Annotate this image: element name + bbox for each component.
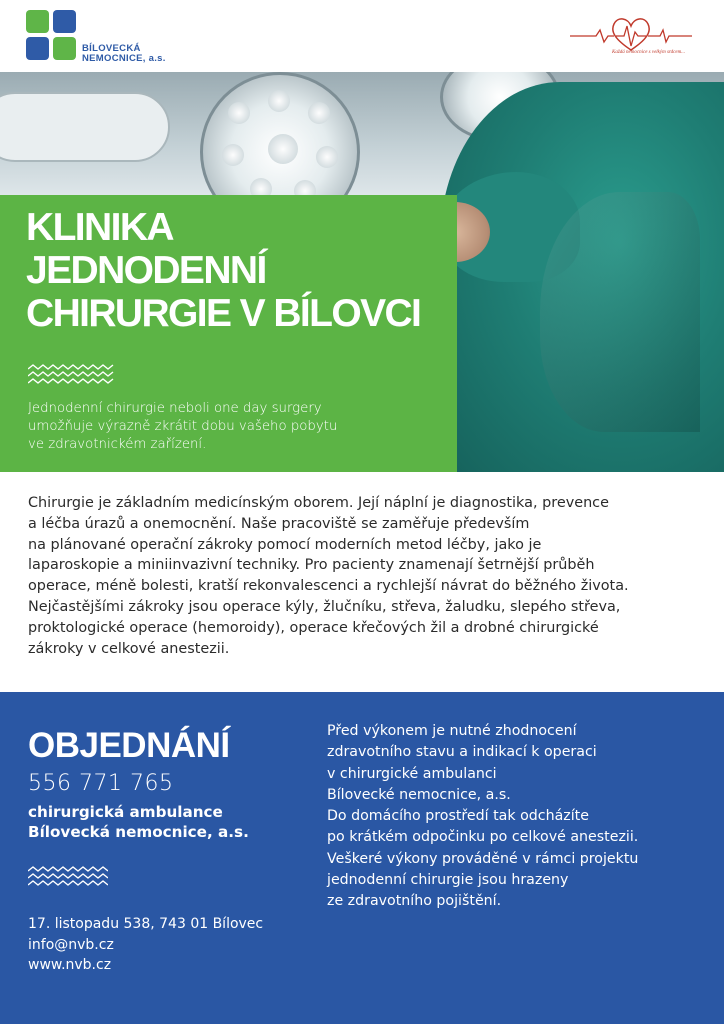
title-line: JEDNODENNÍ xyxy=(26,249,266,292)
paragraph-line: Nejčastějšími zákroky jsou operace kýly, žlučníku, střeva, žaludku, slepého střeva, xyxy=(28,598,621,615)
clinic-line: chirurgická ambulance xyxy=(28,803,223,821)
phone-number[interactable]: 556 771 765 xyxy=(28,771,174,796)
website-link[interactable]: www.nvb.cz xyxy=(28,957,112,973)
subtitle-line: ve zdravotnickém zařízení. xyxy=(28,437,207,452)
info-line: Bílovecké nemocnice, a.s. xyxy=(327,786,511,803)
paragraph-line: na plánované operační zákroky pomocí moderních metod léčby, jako je xyxy=(28,536,542,553)
info-line: Před výkonem je nutné zhodnocení xyxy=(327,723,577,739)
wave-decoration-icon xyxy=(28,364,118,388)
paragraph-line: Chirurgie je základním medicínským oborem. Její náplní je diagnostika, prevence xyxy=(28,495,609,511)
order-heading: OBJEDNÁNÍ xyxy=(28,726,230,765)
page-title xyxy=(26,206,456,335)
subtitle-line: Jednodenní chirurgie neboli one day surgery xyxy=(28,401,322,416)
ekg-caption: Každá nemocnice s velkým srdcem... xyxy=(612,50,685,55)
paragraph-line: zákroky v celkové anestezii. xyxy=(28,640,230,657)
paragraph-line: proktologické operace (hemoroidy), operace křečových žil a drobné chirurgické xyxy=(28,619,599,636)
subtitle-line: umožňuje výrazně zkrátit dobu vašeho pobytu xyxy=(28,419,338,434)
paragraph-line: a léčba úrazů a onemocnění. Naše pracoviště se zaměřuje především xyxy=(28,515,530,532)
logo-text xyxy=(82,44,166,64)
info-line: jednodenní chirurgie jsou hrazeny xyxy=(327,872,569,889)
logo-text-line2: NEMOCNICE, a.s. xyxy=(82,53,166,64)
info-line: Do domácího prostředí tak odcházíte xyxy=(327,808,589,825)
info-line: Veškeré výkony prováděné v rámci projektu xyxy=(327,850,639,867)
hospital-logo[interactable] xyxy=(26,10,176,66)
logo-mark-icon xyxy=(26,10,78,62)
hero-subtitle xyxy=(28,400,448,454)
lamp-bulb xyxy=(228,102,250,124)
paragraph-line: laparoskopie a miniinvazivní techniky. Pro pacienty znamenají šetrnější průběh xyxy=(28,557,595,574)
address: 17. listopadu 538, 743 01 Bílovec xyxy=(28,916,264,932)
info-line: po krátkém odpočinku po celkové anestezii. xyxy=(327,829,639,846)
lamp-arm xyxy=(0,92,170,162)
lamp-bulb xyxy=(268,90,290,112)
lamp-bulb xyxy=(268,134,298,164)
logo-text-line1: BÍLOVECKÁ xyxy=(82,43,141,54)
title-line: KLINIKA xyxy=(26,206,173,249)
procedure-info xyxy=(327,721,707,913)
wave-decoration-icon xyxy=(28,866,108,890)
info-line: v chirurgické ambulanci xyxy=(327,765,497,782)
contact-details xyxy=(28,914,263,976)
info-line: zdravotního stavu a indikací k operaci xyxy=(327,744,597,761)
gown-fold xyxy=(540,192,700,432)
lamp-bulb xyxy=(316,146,338,168)
lamp-bulb xyxy=(222,144,244,166)
intro-paragraph xyxy=(28,493,708,659)
lamp-bulb xyxy=(308,102,330,124)
clinic-line: Bílovecká nemocnice, a.s. xyxy=(28,823,249,841)
clinic-name xyxy=(28,802,249,842)
email-link[interactable]: info@nvb.cz xyxy=(28,936,114,953)
info-line: ze zdravotního pojištění. xyxy=(327,893,502,910)
title-line: CHIRURGIE V BÍLOVCI xyxy=(26,292,421,335)
paragraph-line: operace, méně bolesti, kratší rekonvalescenci a rychlejší návrat do běžného života. xyxy=(28,578,629,595)
header xyxy=(0,0,724,72)
